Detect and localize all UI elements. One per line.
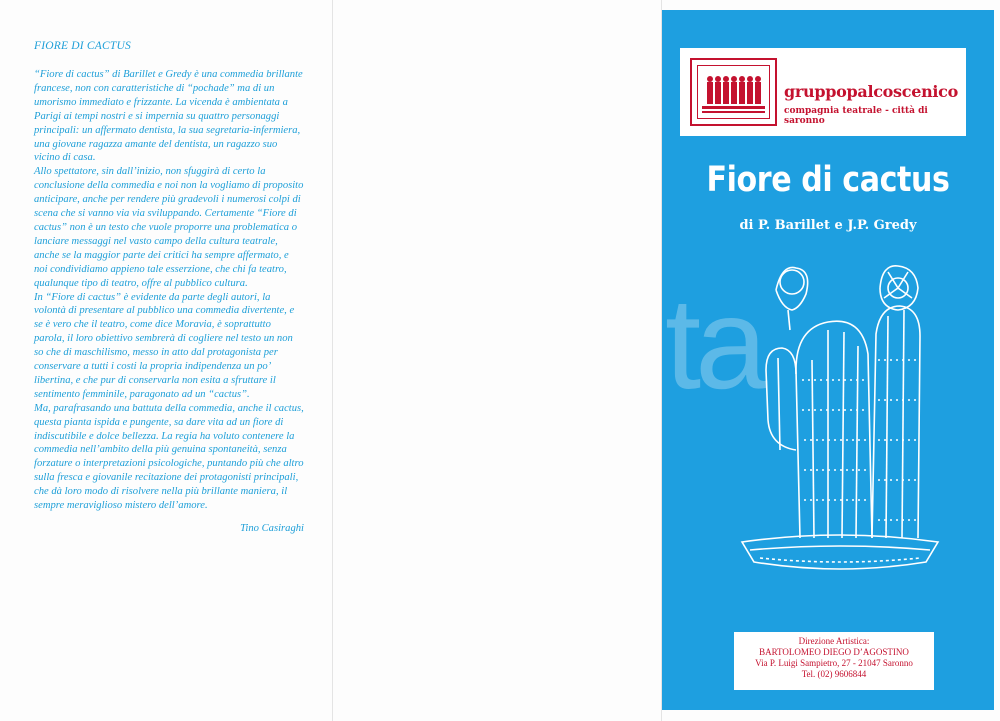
contact-info-box bbox=[734, 632, 934, 690]
theatre-stage-logo-icon bbox=[690, 58, 777, 126]
review-paragraph: Ma, parafrasando una battuta della commedia, anche il cactus, questa pianta ispida e pungente, sa dare vita ad un fiore di indiscutibile e dolce bellezza. La regia ha voluto contenere la commedia nell’ambito della più genuina spontaneità, senza forzature o interpretazioni psicologiche, puntando più che altro sulla fresca e giovanile recitazione dei protagonisti principali, che dà loro modo di risolvere nella più brillante maniera, il sempre meraviglioso mistero dell’amore. bbox=[34, 402, 304, 512]
info-line: Tel. (02) 9606844 bbox=[801, 669, 867, 679]
play-title: Fiore di cactus bbox=[706, 160, 950, 200]
info-line: Via P. Luigi Sampietro, 27 - 21047 Saronno bbox=[755, 658, 913, 668]
review-paragraph: Allo spettatore, sin dall’inizio, non sfuggirà di certo la conclusione della commedia e noi non la vogliamo di proposito anticipare, anche per rendere più gradevoli i numerosi colpi di scena che si vanno via via sviluppando. Certamente “Fiore di cactus” non è un testo che vuole proporre una problematica o lanciare messaggi nel vasto campo della cultura teatrale, anche se la maggior parte dei critici ha sempre affermato, e noi condividiamo appieno tale esserzione, che chi fa teatro, qualunque tipo di teatro, offre al pubblico cultura. bbox=[34, 166, 304, 289]
play-authors: di P. Barillet e J.P. Gredy bbox=[739, 218, 917, 233]
review-body bbox=[34, 68, 304, 513]
company-logo-box bbox=[680, 48, 966, 136]
review-paragraph: “Fiore di cactus” di Barillet e Gredy è una commedia brillante francese, non con caratteristiche di “pochade” ma di un umorismo immediato e frizzante. La vicenda è ambientata a Parigi ai tempi nostri e si impernia su quattro personaggi principali: un affermato dentista, la sua segretaria-infermiera, una giovane ragazza amante del dentista, un ragazzo suo vicino di casa. bbox=[34, 69, 303, 164]
review-author: Tino Casiraghi bbox=[240, 523, 304, 534]
review-heading: FIORE DI CACTUS bbox=[34, 40, 131, 52]
info-line: BARTOLOMEO DIEGO D’AGOSTINO bbox=[759, 647, 909, 657]
company-subtitle: compagnia teatrale - città di saronno bbox=[784, 106, 928, 126]
review-panel bbox=[34, 40, 304, 534]
watermark: ta bbox=[665, 270, 762, 416]
info-line: Direzione Artistica: bbox=[798, 636, 870, 646]
review-paragraph: In “Fiore di cactus” è evidente da parte degli autori, la volontà di presentare al pubblico una commedia divertente, e se è vero che il teatro, come dice Moravia, è soprattutto parola, il loro obiettivo sembrerà di cogliere nel testo un non so che di maschilismo, messo in atto dal protagonista per conservare a tutti i costi la propria indipendenza un po’ libertina, e che pur di conservarla non esita a sfruttare il sentimento femminile, paragonato ad un “cactus”. bbox=[34, 291, 295, 400]
cactus-illustration-icon bbox=[730, 250, 950, 576]
blank-panel bbox=[333, 0, 661, 721]
company-name: gruppopalcoscenico bbox=[784, 82, 958, 101]
